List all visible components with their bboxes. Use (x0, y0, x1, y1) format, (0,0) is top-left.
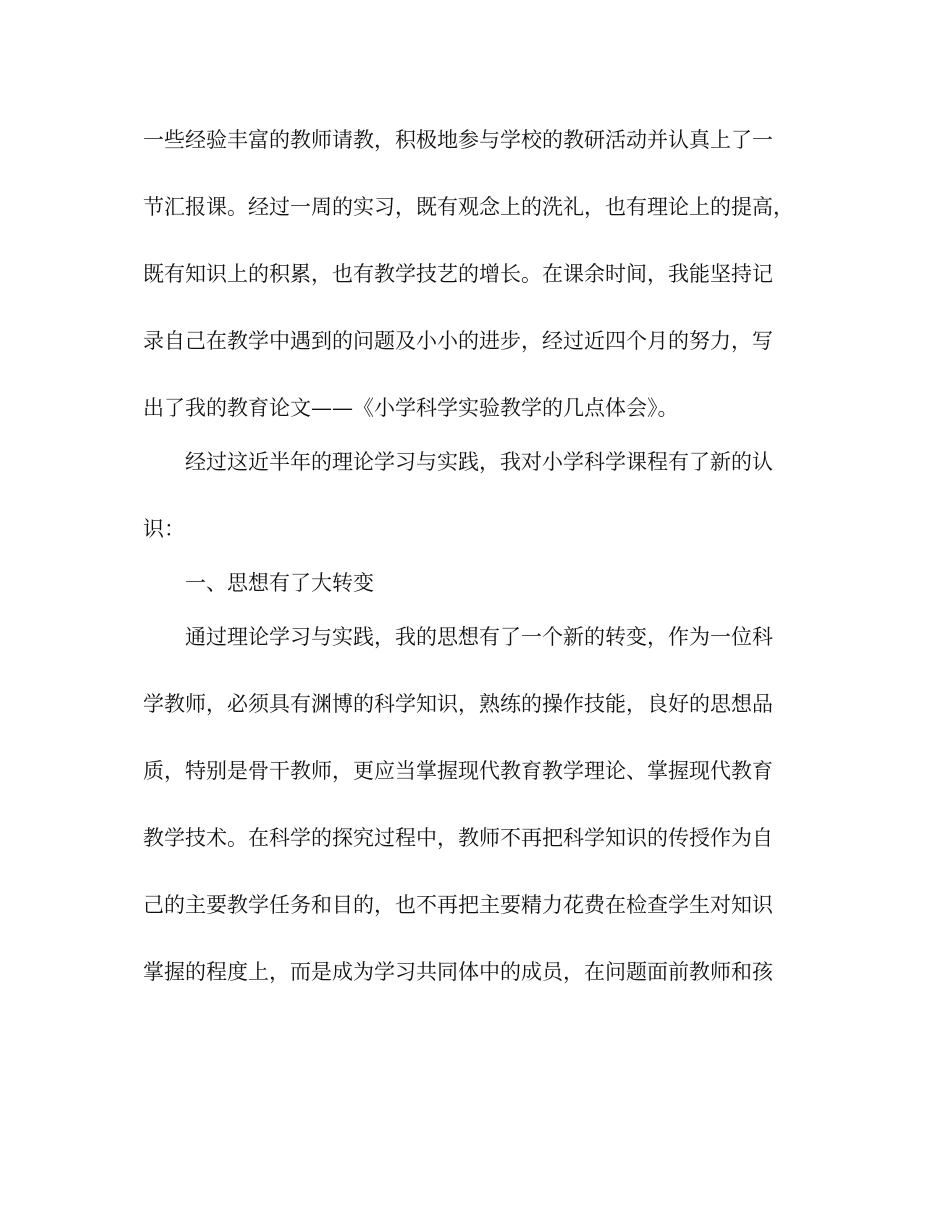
text-line: 识： (143, 517, 185, 541)
text-line: 教学技术。在科学的探究过程中，教师不再把科学知识的传授作为自 (143, 826, 773, 850)
text-line: 学教师，必须具有渊博的科学知识，熟练的操作技能，良好的思想品 (143, 692, 773, 716)
text-line: 己的主要教学任务和目的，也不再把主要精力花费在检查学生对知识 (143, 893, 773, 917)
text-line: 掌握的程度上，而是成为学习共同体中的成员，在问题面前教师和孩 (143, 960, 773, 984)
paragraph-first-line: 经过这近半年的理论学习与实践，我对小学科学课程有了新的认 (185, 450, 773, 474)
text-line: 节汇报课。经过一周的实习，既有观念上的洗礼，也有理论上的提高， (143, 195, 794, 219)
paragraph-first-line: 通过理论学习与实践，我的思想有了一个新的转变，作为一位科 (185, 625, 773, 649)
body-text (143, 118, 803, 1017)
text-line: 出了我的教育论文——《小学科学实验教学的几点体会》。 (143, 396, 679, 420)
text-line: 既有知识上的积累，也有教学技艺的增长。在课余时间，我能坚持记 (143, 262, 773, 286)
section-heading: 一、思想有了大转变 (185, 571, 374, 595)
text-line: 一些经验丰富的教师请教，积极地参与学校的教研活动并认真上了一 (143, 128, 773, 152)
text-line: 录自己在教学中遇到的问题及小小的进步，经过近四个月的努力，写 (143, 329, 773, 353)
text-line: 质，特别是骨干教师，更应当掌握现代教育教学理论、掌握现代教育 (143, 759, 773, 783)
